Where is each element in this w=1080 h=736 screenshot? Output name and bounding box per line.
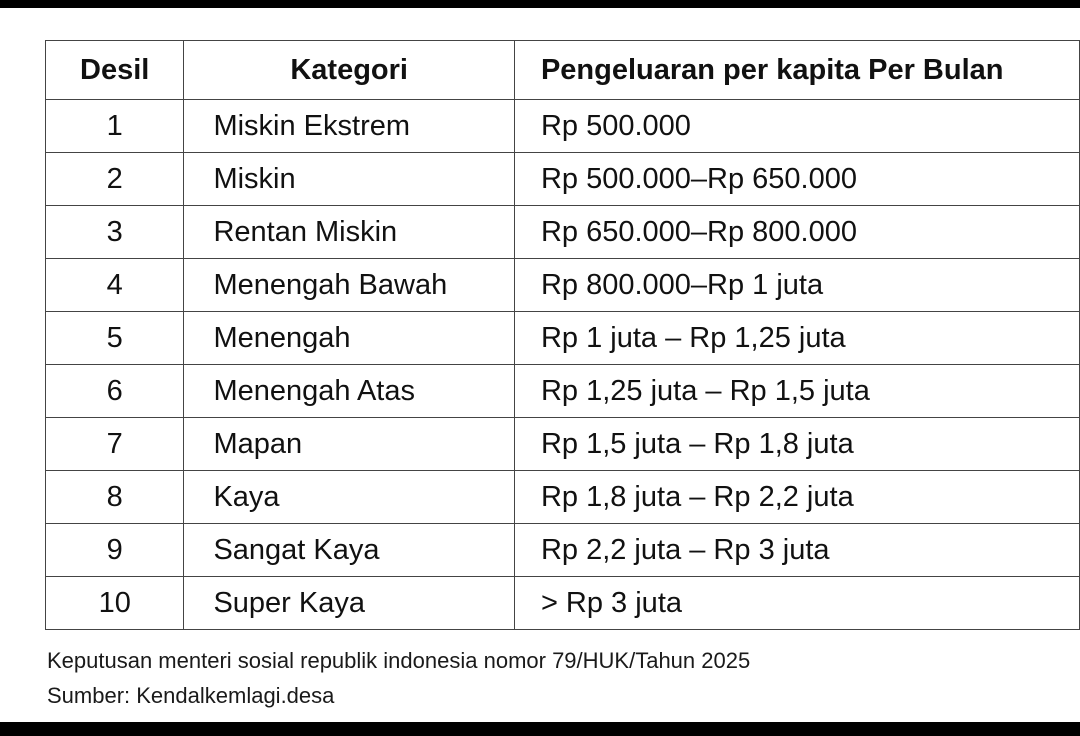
table-row xyxy=(46,418,1080,471)
cell-kategori: Mapan xyxy=(184,418,515,471)
cell-kategori: Menengah xyxy=(184,312,515,365)
cell-pengeluaran: Rp 2,2 juta – Rp 3 juta xyxy=(514,524,1079,577)
bottom-border-bar xyxy=(0,722,1080,736)
cell-pengeluaran: Rp 1,8 juta – Rp 2,2 juta xyxy=(514,471,1079,524)
header-desil: Desil xyxy=(46,41,184,100)
table-row xyxy=(46,365,1080,418)
cell-desil: 2 xyxy=(46,153,184,206)
cell-desil: 4 xyxy=(46,259,184,312)
table-row xyxy=(46,259,1080,312)
table-header-row xyxy=(46,41,1080,100)
cell-desil: 7 xyxy=(46,418,184,471)
cell-pengeluaran: Rp 500.000–Rp 650.000 xyxy=(514,153,1079,206)
table-row xyxy=(46,153,1080,206)
cell-kategori: Miskin Ekstrem xyxy=(184,100,515,153)
cell-kategori: Sangat Kaya xyxy=(184,524,515,577)
table-row xyxy=(46,524,1080,577)
table-row xyxy=(46,206,1080,259)
header-pengeluaran: Pengeluaran per kapita Per Bulan xyxy=(514,41,1079,100)
cell-desil: 10 xyxy=(46,577,184,630)
decile-table xyxy=(45,40,1080,630)
source-footnote: Sumber: Kendalkemlagi.desa xyxy=(47,683,335,708)
cell-desil: 6 xyxy=(46,365,184,418)
cell-pengeluaran: Rp 1,25 juta – Rp 1,5 juta xyxy=(514,365,1079,418)
cell-pengeluaran: Rp 500.000 xyxy=(514,100,1079,153)
cell-pengeluaran: Rp 650.000–Rp 800.000 xyxy=(514,206,1079,259)
cell-pengeluaran: Rp 800.000–Rp 1 juta xyxy=(514,259,1079,312)
header-kategori: Kategori xyxy=(184,41,515,100)
cell-pengeluaran: Rp 1 juta – Rp 1,25 juta xyxy=(514,312,1079,365)
table-header xyxy=(46,41,1080,100)
cell-kategori: Miskin xyxy=(184,153,515,206)
cell-desil: 3 xyxy=(46,206,184,259)
table-row xyxy=(46,312,1080,365)
table-row xyxy=(46,577,1080,630)
table-row xyxy=(46,471,1080,524)
cell-pengeluaran: > Rp 3 juta xyxy=(514,577,1079,630)
cell-desil: 8 xyxy=(46,471,184,524)
cell-pengeluaran: Rp 1,5 juta – Rp 1,8 juta xyxy=(514,418,1079,471)
cell-kategori: Kaya xyxy=(184,471,515,524)
table-body xyxy=(46,100,1080,630)
decree-footnote: Keputusan menteri sosial republik indonesia nomor 79/HUK/Tahun 2025 xyxy=(47,648,751,673)
cell-kategori: Menengah Bawah xyxy=(184,259,515,312)
cell-kategori: Super Kaya xyxy=(184,577,515,630)
cell-kategori: Rentan Miskin xyxy=(184,206,515,259)
cell-desil: 5 xyxy=(46,312,184,365)
decile-table-container xyxy=(45,40,1080,630)
table-row xyxy=(46,100,1080,153)
cell-kategori: Menengah Atas xyxy=(184,365,515,418)
cell-desil: 1 xyxy=(46,100,184,153)
cell-desil: 9 xyxy=(46,524,184,577)
top-border-bar xyxy=(0,0,1080,8)
